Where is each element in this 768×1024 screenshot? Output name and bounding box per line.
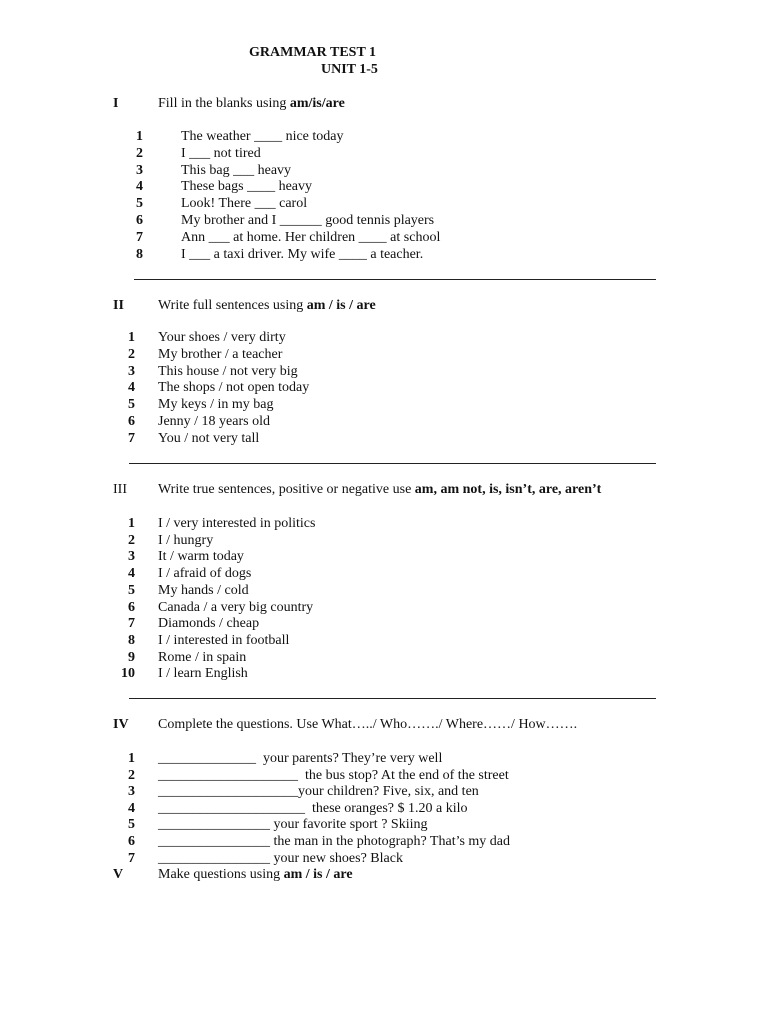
question-text: ________________ the man in the photograph? That’s my dad	[158, 834, 511, 849]
question-text: ________________ your new shoes? Black	[158, 850, 403, 866]
question-text: This house / not very big	[158, 363, 298, 379]
question-number: 4	[136, 179, 143, 195]
question-number: 7	[128, 850, 135, 866]
section-instruction	[158, 866, 353, 883]
question-number: 5	[128, 582, 135, 598]
page-subtitle: UNIT 1-5	[321, 62, 378, 77]
page-title: GRAMMAR TEST 1	[249, 45, 377, 60]
question-text: I / learn English	[158, 666, 248, 682]
question-text: I / interested in football	[158, 632, 290, 648]
question-number: 1	[128, 330, 135, 345]
question-text: ____________________your children? Five, six, and ten	[158, 784, 479, 800]
question-text: My hands / cold	[158, 582, 249, 598]
question-text: Canada / a very big country	[158, 599, 314, 615]
question-text: The weather ____ nice today	[181, 129, 344, 144]
question-text: I / hungry	[158, 532, 214, 548]
question-text: Look! There ___ carol	[181, 196, 308, 212]
question-number: 7	[128, 616, 135, 632]
question-number: 1	[128, 516, 135, 531]
question-text: _____________________ these oranges? $ 1.20 a kilo	[158, 800, 468, 816]
question-text: ____________________ the bus stop? At the end of the street	[158, 767, 509, 783]
section-divider	[129, 463, 656, 464]
question-number: 9	[128, 649, 135, 665]
question-number: 3	[136, 162, 143, 178]
section-instruction	[158, 297, 376, 314]
question-text: Your shoes / very dirty	[158, 330, 286, 345]
question-text: ________________ your favorite sport ? Skiing	[158, 817, 428, 833]
question-number: 5	[136, 196, 143, 212]
question-number: 1	[136, 129, 143, 144]
section-divider	[129, 698, 656, 699]
section-number: I	[113, 96, 119, 111]
question-number: 5	[128, 397, 135, 413]
instruction-keywords: am / is / are	[306, 298, 376, 313]
question-text: I / afraid of dogs	[158, 566, 252, 582]
question-number: 8	[136, 246, 143, 262]
section-instruction	[158, 716, 577, 733]
instruction-text: Make questions using	[158, 867, 284, 882]
question-number: 7	[128, 430, 135, 446]
question-text: It / warm today	[158, 549, 244, 565]
question-number: 2	[128, 346, 135, 362]
question-text: I ___ not tired	[181, 145, 261, 161]
instruction-keywords: am / is / are	[283, 867, 353, 882]
section-number: III	[113, 482, 127, 497]
question-text: Rome / in spain	[158, 649, 247, 665]
question-text: Ann ___ at home. Her children ____ at school	[181, 229, 441, 245]
question-text: My brother and I ______ good tennis players	[181, 213, 435, 228]
question-number: 7	[136, 229, 143, 245]
question-number: 5	[128, 817, 135, 833]
question-number: 6	[128, 834, 135, 849]
question-number: 2	[128, 532, 135, 548]
instruction-keywords: am, am not, is, isn’t, are, aren’t	[414, 482, 602, 497]
question-text: These bags ____ heavy	[181, 179, 313, 195]
section-instruction	[158, 481, 601, 498]
question-text: Jenny / 18 years old	[158, 414, 270, 429]
question-number: 4	[128, 800, 135, 816]
question-number: 2	[136, 145, 143, 161]
question-number: 6	[136, 213, 143, 228]
section-instruction	[158, 95, 345, 112]
question-text: ______________ your parents? They’re very well	[158, 751, 443, 766]
question-number: 8	[128, 632, 135, 648]
question-text: My brother / a teacher	[158, 346, 283, 362]
instruction-text: Write full sentences using	[158, 298, 307, 313]
question-number: 3	[128, 784, 135, 800]
section-number: V	[113, 867, 124, 882]
question-number: 6	[128, 414, 135, 429]
question-text: My keys / in my bag	[158, 397, 274, 413]
instruction-text: Fill in the blanks using	[158, 96, 290, 111]
question-number: 1	[128, 751, 135, 766]
question-text: This bag ___ heavy	[181, 162, 292, 178]
question-number: 3	[128, 549, 135, 565]
instruction-text: Complete the questions. Use What…../ Who……./ Where……/ How…….	[158, 717, 578, 732]
question-number: 4	[128, 566, 135, 582]
question-text: I ___ a taxi driver. My wife ____ a teacher.	[181, 246, 424, 262]
instruction-keywords: am/is/are	[289, 96, 345, 111]
section-number: II	[113, 298, 124, 313]
instruction-text: Write true sentences, positive or negative use	[158, 482, 415, 497]
question-text: You / not very tall	[158, 430, 260, 446]
question-text: Diamonds / cheap	[158, 616, 260, 632]
section-divider	[134, 279, 656, 280]
question-number: 10	[121, 666, 135, 682]
section-number: IV	[113, 717, 129, 732]
question-number: 4	[128, 380, 135, 396]
question-number: 6	[128, 599, 135, 615]
question-number: 3	[128, 363, 135, 379]
question-text: The shops / not open today	[158, 380, 310, 396]
question-number: 2	[128, 767, 135, 783]
question-text: I / very interested in politics	[158, 516, 316, 531]
